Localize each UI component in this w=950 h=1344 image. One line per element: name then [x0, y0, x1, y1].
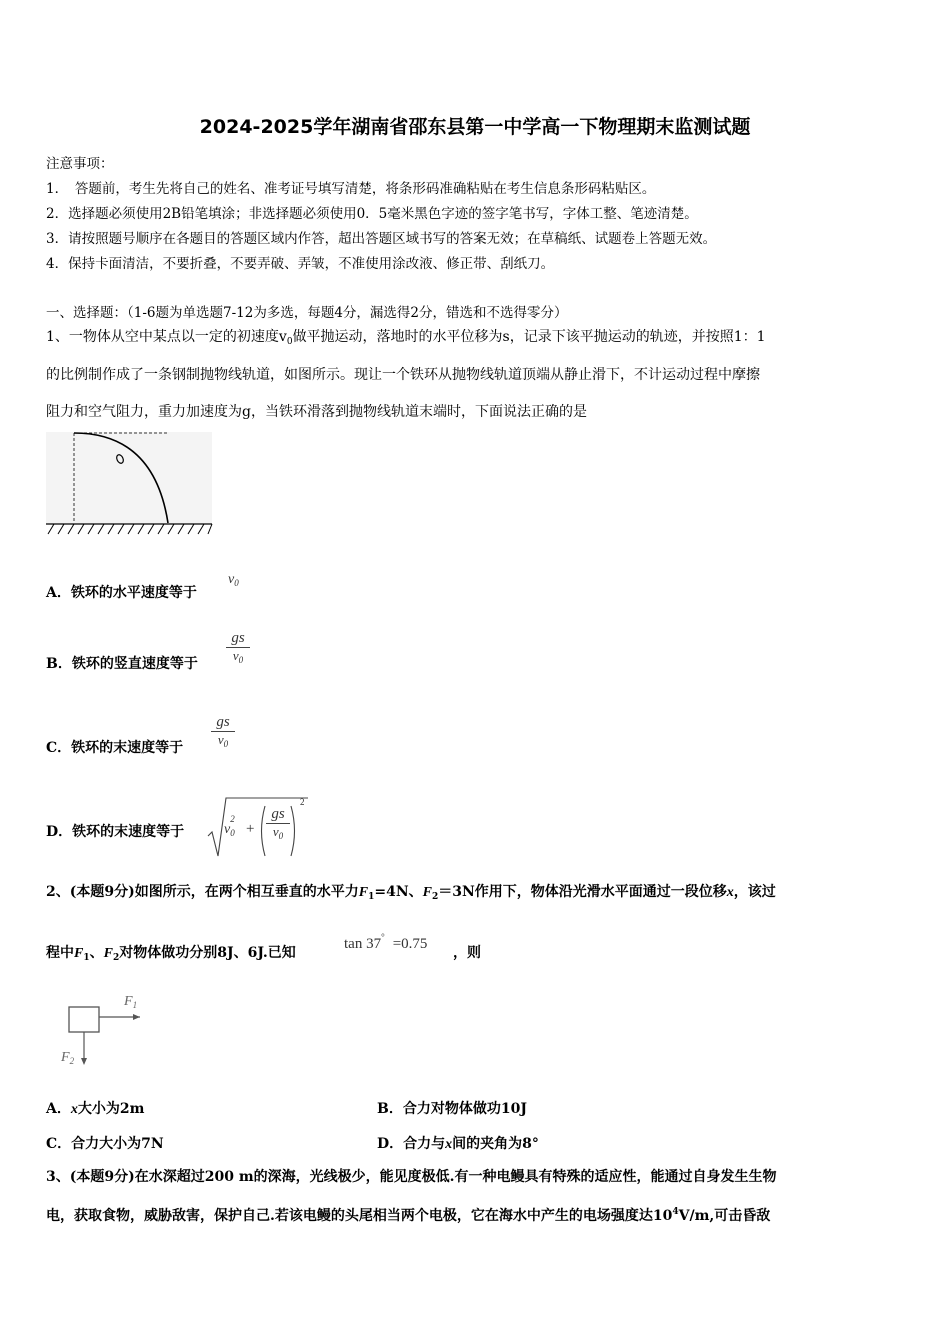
q1-line1: 1、一物体从空中某点以一定的初速度$v_0$做平抛运动，落地时的水平位移为s，记录下该平抛运动的轨迹，并按照1：1: [46, 329, 766, 347]
notice-item: 4．保持卡面清洁，不要折叠，不要弄破、弄皱，不准使用涂改液、修正带、刮纸刀。: [46, 256, 555, 272]
notice-item: 2．选择题必须使用2B铅笔填涂；非选择题必须使用0．5毫米黑色字迹的签字笔书写，字体工整、笔迹清楚。: [46, 206, 698, 222]
q2-option-b[interactable]: B．合力对物体做功10J: [377, 1101, 527, 1117]
notice-item: 1． 答题前，考生先将自己的姓名、准考证号填写清楚，将条形码准确粘贴在考生信息条形码粘贴区。: [46, 181, 656, 197]
math-exponent: 2: [300, 797, 305, 807]
parabola-track-figure: [44, 430, 214, 540]
q1-option-c[interactable]: C．铁环的末速度等于: [46, 740, 184, 756]
fraction-gs-v0: gs $v_0$: [266, 806, 290, 841]
force-diagram: [60, 995, 160, 1070]
q1-line3: 阻力和空气阻力，重力加速度为g，当铁环滑落到抛物线轨道末端时，下面说法正确的是: [46, 404, 587, 420]
q2-option-a[interactable]: A．x大小为2m: [46, 1101, 145, 1117]
fig-label-f2: $F_2$: [61, 1050, 75, 1066]
q3-line1: 3、(本题9分)在水深超过200 m的深海，光线极少，能见度极低.有一种电鳗具有特殊的适应性，能通过自身发生生物: [46, 1169, 777, 1185]
fraction-gs-v0: gs $v_0$: [226, 630, 250, 665]
page-title: 2024-2025学年湖南省邵东县第一中学高一下物理期末监测试题: [199, 116, 751, 138]
fig-label-f1: $F_1$: [124, 994, 138, 1010]
math-v0: $v_0$: [228, 572, 239, 588]
fraction-gs-v0: gs $v_0$: [211, 714, 235, 749]
math-plus: +: [246, 821, 255, 837]
q2-line1: 2、(本题9分)如图所示，在两个相互垂直的水平力$F_1=4N$、$F_2=3N$作用下，物体沿光滑水平面通过一段位移x，该过: [46, 884, 776, 902]
q2-line2-end: ，则: [453, 945, 481, 961]
notice-heading: 注意事项：: [46, 156, 114, 172]
notice-item: 3．请按照题号顺序在各题目的答题区域内作答，超出答题区域书写的答案无效；在草稿纸、试题卷上答题无效。: [46, 231, 717, 247]
q1-option-b[interactable]: B．铁环的竖直速度等于: [46, 656, 198, 672]
q1-option-a[interactable]: A．铁环的水平速度等于: [46, 585, 197, 601]
q1-line2: 的比例制作成了一条钢制抛物线轨道，如图所示。现让一个铁环从抛物线轨道顶端从静止滑下，不计运动过程中摩擦: [46, 367, 760, 383]
tan-equation: tan 37° =0.75: [344, 932, 428, 952]
section-heading: 一、选择题：（1-6题为单选题7-12为多选，每题4分，漏选得2分，错选和不选得零分）: [46, 305, 568, 321]
q1-option-d[interactable]: D．铁环的末速度等于: [46, 824, 185, 840]
q2-line2: 程中$F_1$、$F_2$对物体做功分别8J、6J.已知: [46, 945, 296, 963]
q2-option-d[interactable]: D．合力与x间的夹角为8°: [377, 1136, 539, 1152]
math-v0-squared: v 2 $_0$: [224, 814, 235, 838]
q2-option-c[interactable]: C．合力大小为7N: [46, 1136, 164, 1152]
q3-line2: 电，获取食物，威胁敌害，保护自己.若该电鳗的头尾相当两个电极，它在海水中产生的电场强度达$10^4V/m$,可击昏敌: [46, 1207, 771, 1224]
